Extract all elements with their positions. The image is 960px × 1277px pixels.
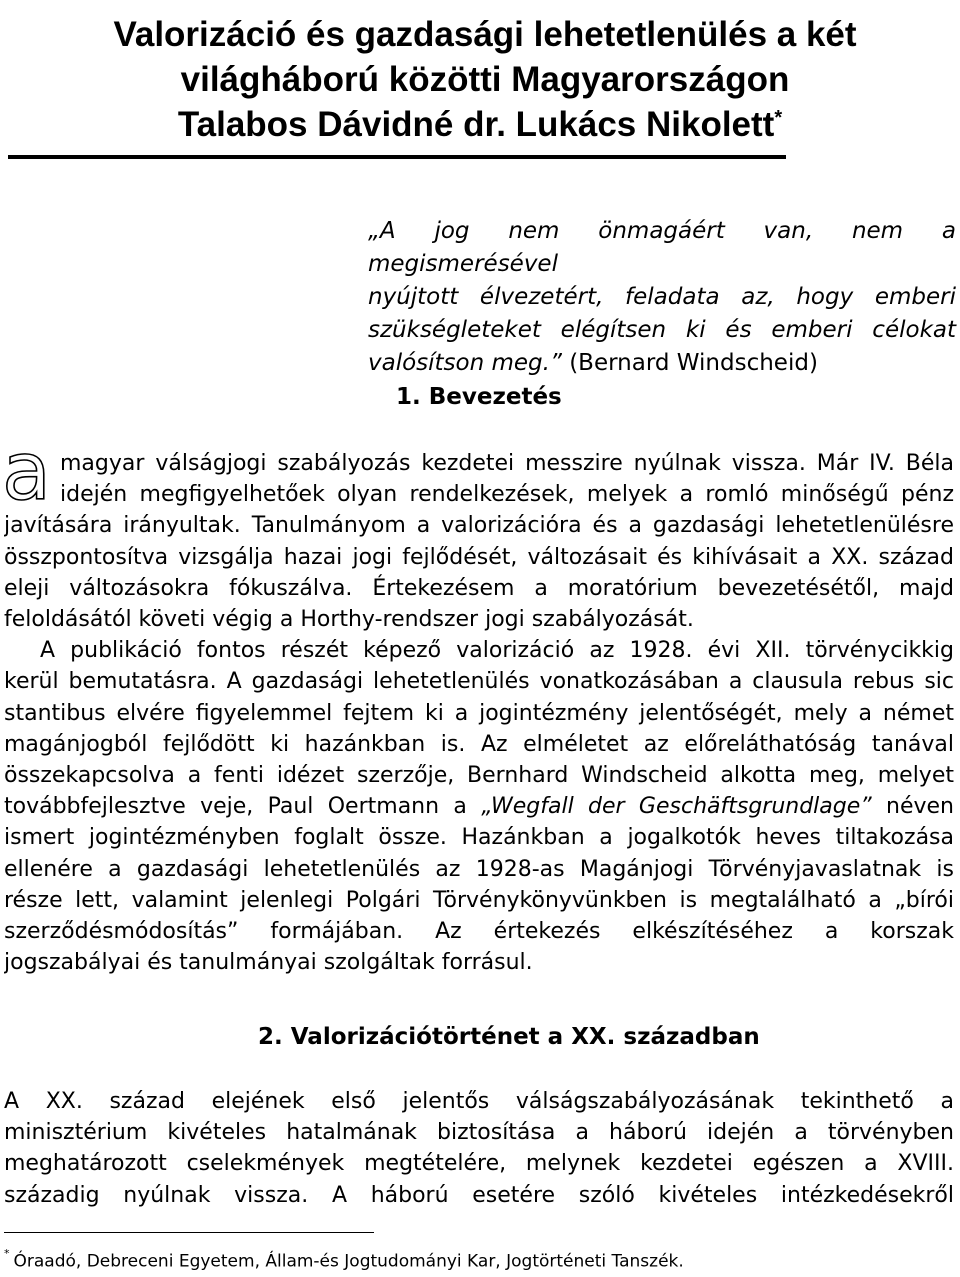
- section-heading-1: 1. Bevezetés: [396, 384, 562, 410]
- author-footnote-mark: *: [774, 107, 783, 129]
- body-line: jogszabályai és tanulmányai szolgáltak forrásul.: [4, 950, 533, 976]
- section-1-body: [4, 448, 954, 978]
- body-line: ellenére a gazdasági lehetetlenülés az 1928-as Magánjogi Törvényjavaslatnak is: [4, 856, 954, 882]
- title-line-2: világháború közötti Magyarországon: [180, 60, 790, 99]
- footnote-mark: *: [4, 1247, 10, 1260]
- body-line: idején megfigyelhetőek olyan rendelkezések, melyek a romló minőségű pénz: [60, 482, 954, 508]
- footnote-text: Óraadó, Debreceni Egyetem, Állam-és Jogtudományi Kar, Jogtörténeti Tanszék.: [13, 1251, 684, 1272]
- body-line: A publikáció fontos részét képező valorizáció az 1928. évi XII. törvénycikkig: [40, 638, 954, 664]
- footnote: [4, 1247, 684, 1272]
- body-line: része lett, valamint jelenlegi Polgári Törvénykönyvünkben is megtalálható a „bírói: [4, 887, 954, 913]
- body-line: feloldásától követi végig a Horthy-rendszer jogi szabályozását.: [4, 607, 694, 633]
- body-line: összpontosítva vizsgálja hazai jogi fejlődését, változásait és kihívásait a XX. század: [4, 544, 954, 570]
- epigraph-attribution: (Bernard Windscheid): [561, 350, 818, 376]
- section-2-body: [4, 1086, 954, 1211]
- dropcap-glyph: a: [2, 441, 52, 511]
- italic-term: „Wegfall der Geschäftsgrundlage”: [481, 794, 872, 820]
- body-line: minisztérium kivételes hatalmának biztosítása a háború idején a törvényben: [4, 1120, 954, 1146]
- section-title: Valorizációtörténet a XX. században: [290, 1024, 760, 1050]
- epigraph-quote: [368, 215, 956, 380]
- footnote-divider: [4, 1232, 374, 1233]
- body-line: meghatározott cselekmények megtételére, melynek kezdetei egészen a XVIII.: [4, 1151, 954, 1177]
- epigraph-line: szükségleteket elégítsen ki és emberi célokat: [368, 317, 956, 343]
- text-run: néven: [871, 794, 954, 820]
- epigraph-line: nyújtott élvezetért, feladata az, hogy emberi: [368, 284, 956, 310]
- epigraph-quote-end: valósítson meg.”: [368, 350, 562, 376]
- author-line: [0, 102, 960, 147]
- body-line: magánjogból fejlődött ki hazánkban is. Az elméletet az előreláthatóság tanával: [4, 731, 954, 757]
- epigraph-line-last: [368, 347, 956, 380]
- body-line: kerül bemutatásra. A gazdasági lehetetlenülés vonatkozásában a clausula rebus sic: [4, 669, 954, 695]
- text-run: továbbfejlesztve veje, Paul Oertmann a: [4, 794, 482, 820]
- author-name: Talabos Dávidné dr. Lukács Nikolett: [177, 105, 775, 144]
- body-line: javítására irányultak. Tanulmányom a valorizációra és a gazdasági lehetetlenülésre: [4, 513, 954, 539]
- body-line: szerződésmódosítás” formájában. Az értekezés elkészítéséhez a korszak: [4, 919, 954, 945]
- section-number: 2.: [258, 1024, 283, 1050]
- body-line: magyar válságjogi szabályozás kezdetei messzire nyúlnak vissza. Már IV. Béla: [60, 451, 954, 476]
- body-line: stantibus elvére figyelemmel fejtem ki a jogintézmény jelentőségét, mely a német: [4, 700, 954, 726]
- body-line-wegfall: [4, 791, 954, 822]
- title-line-1: Valorizáció és gazdasági lehetetlenülés a két: [113, 15, 857, 54]
- body-line: összekapcsolva a fenti idézet szerzője, Bernhard Windscheid alkotta meg, melyet: [4, 763, 954, 789]
- title-divider: [8, 155, 786, 159]
- body-line: ismert jogintézményben foglalt össze. Hazánkban a jogalkotók heves tiltakozása: [4, 825, 954, 851]
- epigraph-line: „A jog nem önmagáért van, nem a megismerésével: [368, 218, 956, 277]
- section-heading-2: [258, 1024, 760, 1050]
- body-line: A XX. század elejének első jelentős válságszabályozásának tekinthető a: [4, 1089, 954, 1114]
- body-line: eleji változásokra fókuszálva. Értekezésem a moratórium bevezetésétől, majd: [4, 575, 954, 601]
- paper-title: [0, 12, 960, 147]
- body-line: századig nyúlnak vissza. A háború esetére szóló kivételes intézkedésekről: [4, 1182, 954, 1208]
